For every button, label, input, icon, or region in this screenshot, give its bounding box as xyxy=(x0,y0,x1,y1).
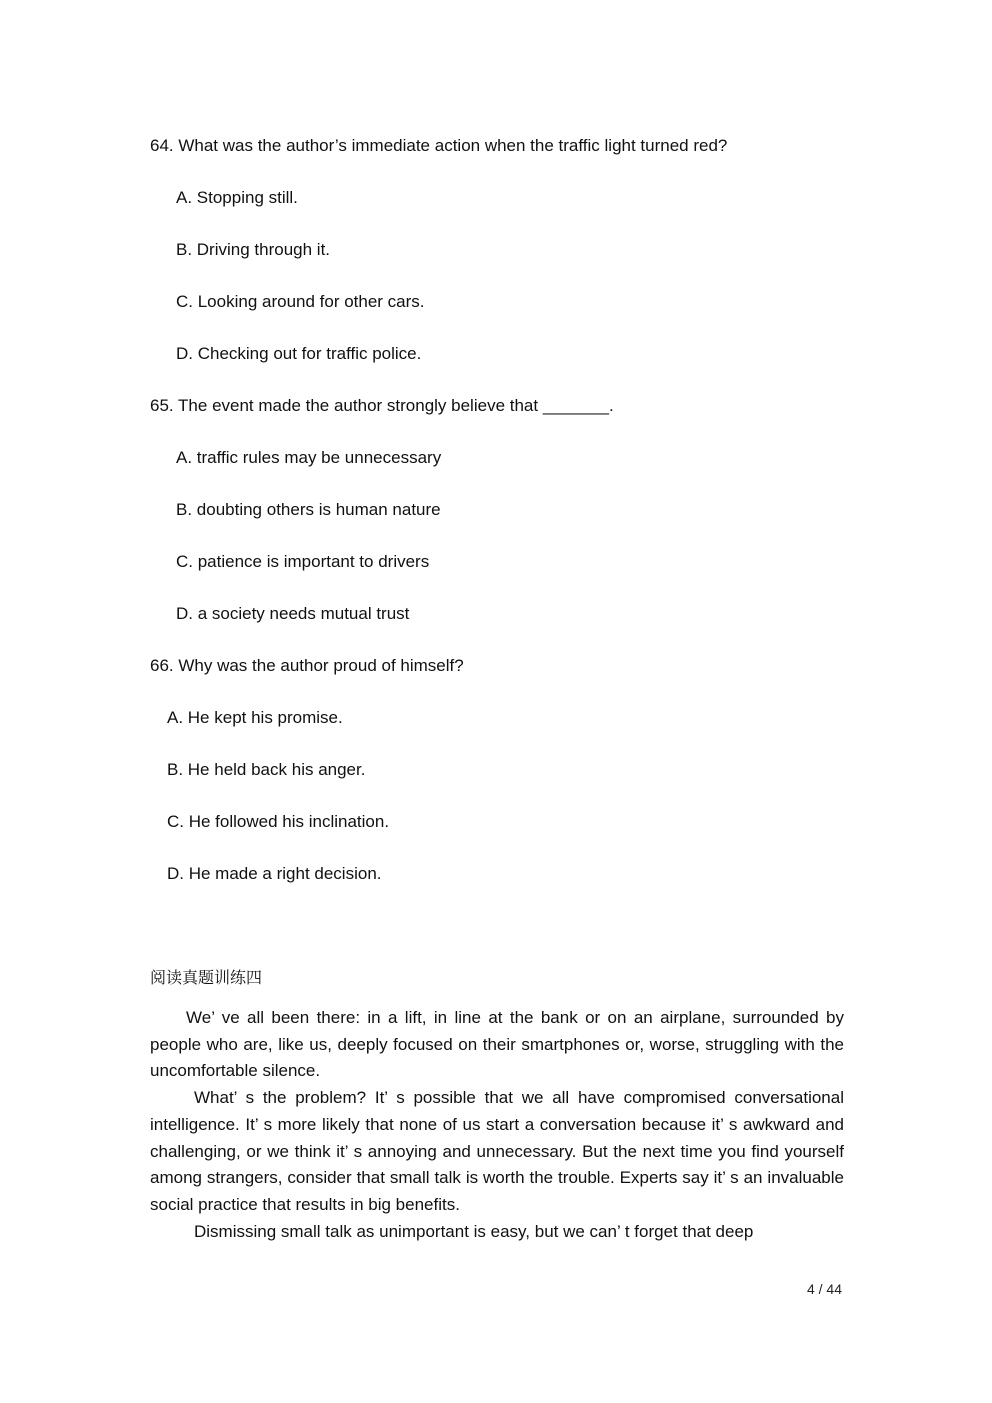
passage-paragraph: Dismissing small talk as unimportant is easy, but we can’ t forget that deep xyxy=(194,1221,754,1241)
question-65-option-a: A. traffic rules may be unnecessary xyxy=(176,448,442,467)
question-65-stem: 65. The event made the author strongly believe that _______. xyxy=(150,396,614,415)
passage-paragraph: What’ s the problem? It’ s possible that we all have compromised conversational intelligence. It’ s more likely that none of us start a conversation because it’ s awkward and challenging, or we think it’ s annoying and unnecessary. But the next time you find yourself among strangers, consider that small talk is worth the trouble. Experts say it’ s an invaluable social practice that results in big benefits. xyxy=(150,1088,844,1214)
question-64-option-a: A. Stopping still. xyxy=(176,188,298,207)
question-64-option-b: B. Driving through it. xyxy=(176,240,331,259)
question-64-option-c: C. Looking around for other cars. xyxy=(176,292,425,311)
section-heading: 阅读真题训练四 xyxy=(150,970,263,987)
question-66-option-c: C. He followed his inclination. xyxy=(167,812,390,831)
question-65-option-d: D. a society needs mutual trust xyxy=(176,604,410,623)
question-66-option-b: B. He held back his anger. xyxy=(167,760,366,779)
passage-paragraph: We’ ve all been there: in a lift, in line at the bank or on an airplane, surrounded by people who are, like us, deeply focused on their smartphones or, worse, struggling with the uncomfortable silence. xyxy=(150,1008,844,1081)
question-64-option-d: D. Checking out for traffic police. xyxy=(176,344,422,363)
question-65-option-b: B. doubting others is human nature xyxy=(176,500,441,519)
question-66-option-d: D. He made a right decision. xyxy=(167,864,382,883)
page-number: 4 / 44 xyxy=(806,1281,842,1297)
question-66-option-a: A. He kept his promise. xyxy=(167,708,343,727)
question-64-stem: 64. What was the author’s immediate action when the traffic light turned red? xyxy=(150,136,728,155)
question-65-option-c: C. patience is important to drivers xyxy=(176,552,430,571)
reading-passage xyxy=(150,1005,844,1245)
question-66-stem: 66. Why was the author proud of himself? xyxy=(150,656,464,675)
